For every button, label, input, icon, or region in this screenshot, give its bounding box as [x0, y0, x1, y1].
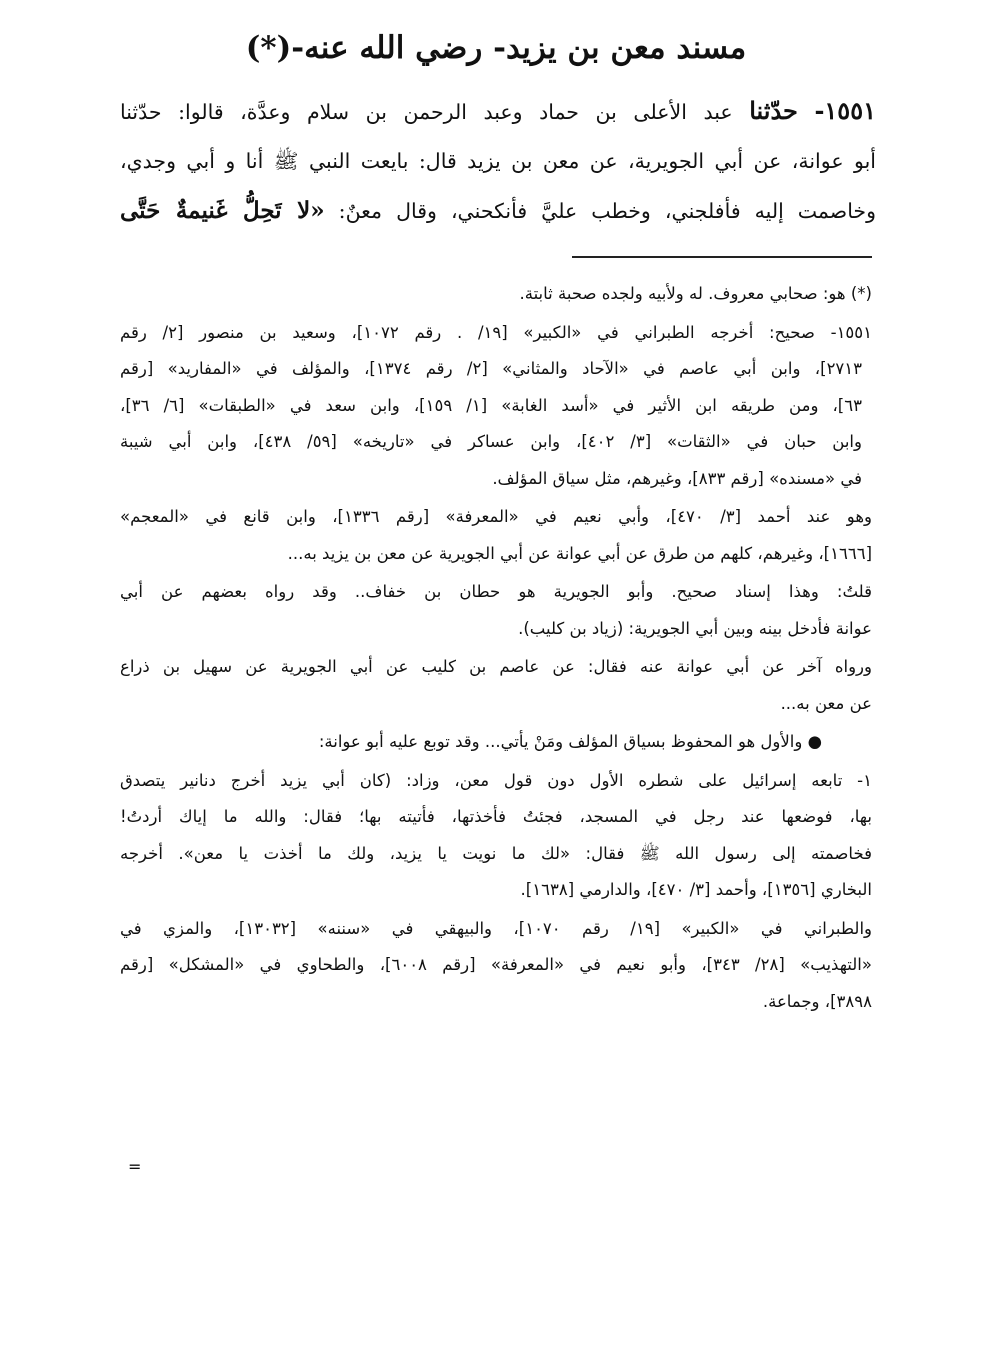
takhrij-line: ٦٣]، ومن طريقه ابن الأثير في «أسد الغابة» [١/ ١٥٩]، وابن سعد في «الطبقات» [٦/ ٣٦]، — [120, 395, 862, 415]
hadith-line — [120, 86, 876, 136]
takhrij-line: في «مسنده» [رقم ٨٣٣]، وغيرهم، مثل سياق المؤلف. — [492, 468, 862, 488]
hadith-line-text: أبو عوانة، عن أبي الجويرية، عن معن بن يزيد قال: بايعت النبي ﷺ أنا و أبي وجدي، — [120, 149, 876, 173]
star-footnote: (*) هو: صحابي معروف. له ولأبيه ولجده صحبة ثابتة. — [519, 284, 872, 303]
akhar-line: ورواه آخر عن أبي عوانة عنه فقال: عن عاصم بن كليب عن أبي الجويرية عن سهيل بن ذراع — [120, 657, 872, 676]
tabarani-line: «التهذيب» [٢٨/ ٣٤٣]، وأبو نعيم في «المعرفة» [رقم ٦٠٠٨]، والطحاوي في «المشكل» [رقم — [120, 955, 872, 974]
qultu-line: عوانة فأدخل بينه وبين أبي الجويرية: (زياد بن كليب). — [518, 618, 872, 638]
footnotes — [120, 276, 872, 1020]
hadith-line — [120, 136, 876, 186]
ahmad-line: وهو عند أحمد [٣/ ٤٧٠]، وأبي نعيم في «المعرفة» [رقم ١٣٣٦]، وابن قانع في «المعجم» — [120, 507, 872, 526]
hadith-text — [120, 86, 876, 236]
takhrij-line: ١٥٥١- صحيح: أخرجه الطبراني في «الكبير» [١٩/ . رقم ١٠٧٢]، وسعيد بن منصور [٢/ رقم — [120, 322, 872, 342]
footnote-divider — [572, 256, 872, 258]
israil-line: فخاصمته إلى رسول الله ﷺ فقال: «لك ما نويت يا يزيد، ولك ما أخذت يا معن». أخرجه — [120, 843, 872, 863]
bullet-line: ● والأول هو المحفوظ بسياق المؤلف ومَنْ يأتي... وقد توبع عليه أبو عوانة: — [318, 732, 822, 751]
israil-line: ١- تابعه إسرائيل على شطره الأول دون قول معن، وزاد: (كان أبي يزيد أخرج دنانير يتصدق — [120, 770, 872, 790]
israil-line: بها، فوضعها عند رجل في المسجد، فجئتُ فأخذتها، فأتيته بها؛ فقال: والله ما إياك أردتُ! — [120, 807, 872, 826]
ahmad-line: [١٦٦٦]، وغيرهم، كلهم من طرق عن أبي عوانة عن أبي الجويرية عن معن بن يزيد به... — [287, 543, 872, 563]
qultu-line: قلتُ: وهذا إسناد صحيح. وأبو الجويرية هو حطان بن خفاف.. وقد رواه بعضهم عن أبي — [120, 582, 872, 601]
page-title: مسند معن بن يزيد- رضي الله عنه-(*) — [245, 30, 747, 66]
continued-marker: = — [128, 1157, 142, 1176]
akhar-line: عن معن به... — [780, 693, 872, 713]
tabarani-line: ٣٨٩٨]، وجماعة. — [762, 991, 872, 1011]
hadith-line-text: عبد الأعلى بن حماد وعبد الرحمن بن سلام وعدَّة، قالوا: حدّثنا — [120, 100, 733, 124]
hadith-line-text: وخاصمت إليه فأفلجني، وخطب عليَّ فأنكحني، وقال معنٌ: — [338, 199, 876, 223]
hadith-line — [120, 186, 876, 236]
hadith-quote: «لا تَحِلُّ غَنيمةٌ حَتَّى — [120, 197, 325, 224]
hadith-number: ١٥٥١- — [814, 96, 876, 125]
israil-line: البخاري [١٣٥٦]، وأحمد [٣/ ٤٧٠]، والدارمي [١٦٣٨]. — [520, 880, 872, 899]
takhrij-line: وابن حبان في «الثقات» [٣/ ٤٠٢]، وابن عساكر في «تاريخه» [٥٩/ ٤٣٨]، وابن أبي شيبة — [120, 432, 862, 451]
hadith-lead: حدّثنا — [749, 96, 798, 125]
takhrij-line: ٢٧١٣]، وابن أبي عاصم في «الآحاد والمثاني» [٢/ رقم ١٣٧٤]، والمؤلف في «المفاريد» [رقم — [120, 359, 863, 378]
tabarani-line: والطبراني في «الكبير» [١٩/ رقم ١٠٧٠]، والبيهقي في «سننه» [١٣٠٣٢]، والمزي في — [120, 918, 872, 938]
